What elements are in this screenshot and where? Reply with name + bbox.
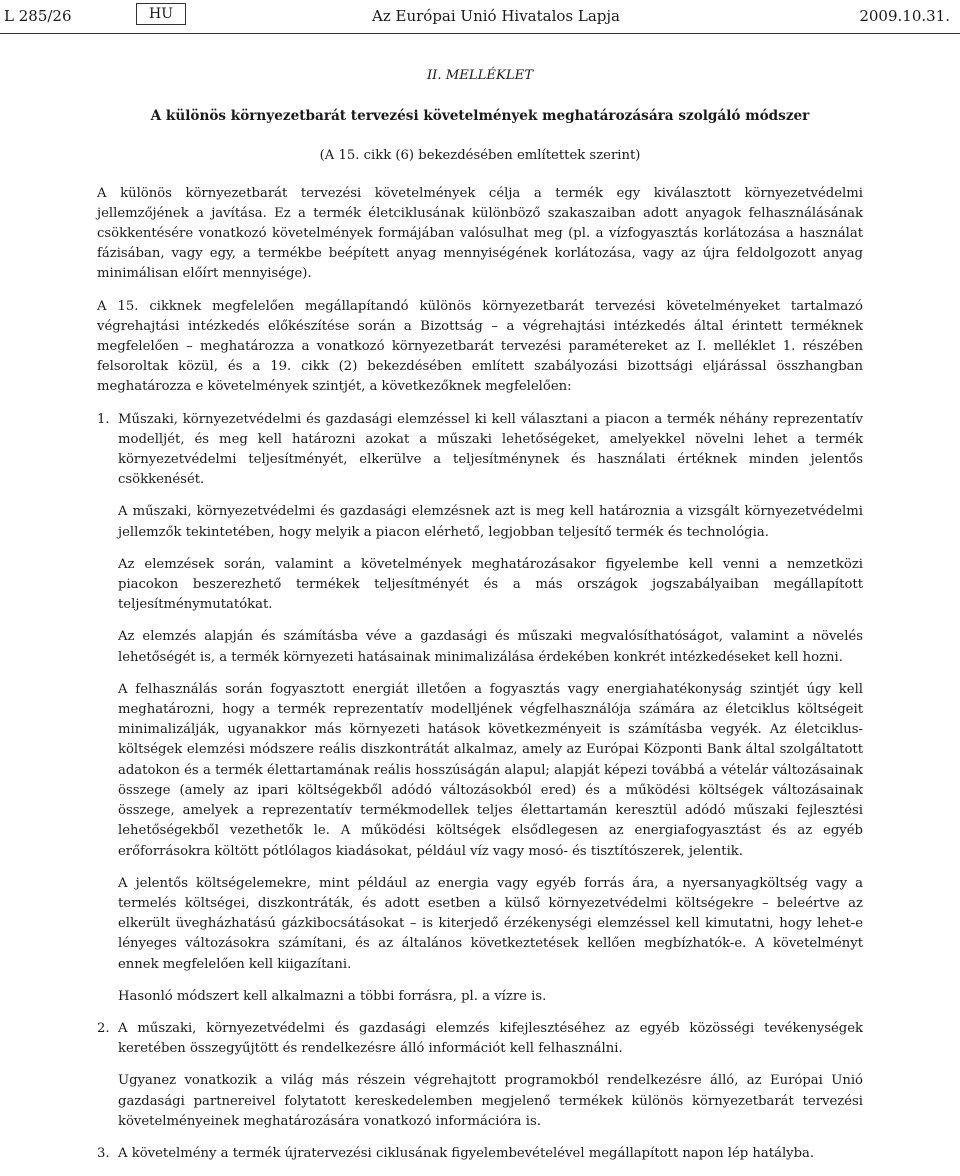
page-header — [0, 0, 960, 34]
item-subparagraph: Hasonló módszert kell alkalmazni a többi forrásra, pl. a vízre is. — [118, 988, 547, 1004]
annex-reference: (A 15. cikk (6) bekezdésében említettek szerint) — [319, 148, 641, 164]
intro-paragraph: A 15. cikknek megfelelően megállapítandó különös környezetbarát tervezési követelményeket tartalmazó végrehajtási intézkedés előkészítése során a Bizottság – a végrehajtási intézkedés által érintett terméknek megfelelően – meghatározza a vonatkozó környezetbarát tervezési paramétereket az I. melléklet 1. részében felsoroltak közül, és a 19. cikk (2) bekezdésében említett szabályozási bizottsági eljárással összhangban meghatározza e követelmények szintjét, a következőknek megfelelően: — [97, 298, 863, 395]
publication-date: 2009.10.31. — [859, 7, 950, 25]
list-item — [97, 1019, 863, 1059]
item-number: 2. — [97, 1020, 110, 1036]
item-subparagraph: A jelentős költségelemekre, mint például az energia vagy egyéb forrás ára, a nyersanyagköltség vagy a termelés költségei, diszkontráták, és adott esetben a külső környezetvédelmi költségekre – beleértve az elkerült üvegházhatású gázkibocsátásokat – is kiterjedő érzékenységi elemzéssel kell kimutatni, hogy lehet-e lényeges változásokra számítani, és az általános következtetések kellően megbízhatók-e. A követelményt ennek megfelelően kell kiigazítani. — [118, 875, 863, 972]
journal-title: Az Európai Unió Hivatalos Lapja — [372, 7, 620, 25]
annex-title: A különös környezetbarát tervezési követelmények meghatározására szolgáló módszer — [150, 108, 810, 125]
item-number: 3. — [97, 1145, 110, 1161]
annex-label: II. MELLÉKLET — [426, 68, 534, 83]
item-subparagraph: Az elemzés alapján és számításba véve a gazdasági és műszaki megvalósíthatóságot, valamint a növelés lehetőségét is, a termék környezeti hatásainak minimalizálása érdekében konkrét intézkedéseket kell hozni. — [118, 629, 863, 665]
header-rule — [0, 33, 960, 34]
document-body — [97, 56, 863, 1176]
item-text: Műszaki, környezetvédelmi és gazdasági elemzéssel ki kell választani a piacon a termék néhány reprezentatív modelljét, és meg kell határozni azokat a műszaki lehetőségeket, amelyekkel növelni lehet a termék környezetvédelmi teljesítményét, elkerülve a teljesítménynek és használati értéknek minden jelentős csökkenését. — [118, 411, 863, 488]
item-subparagraph: A műszaki, környezetvédelmi és gazdasági elemzésnek azt is meg kell határoznia a vizsgált környezetvédelmi jellemzők tekintetében, hogy melyik a piacon elérhető, legjobban teljesítő termék és technológia. — [118, 504, 863, 540]
page-reference: L 285/26 — [4, 7, 72, 25]
item-subparagraph: A felhasználás során fogyasztott energiát illetően a fogyasztás vagy energiahatékonyság szintjét úgy kell meghatározni, hogy a termék reprezentatív modelljének végfelhasználója számára az életciklus költségeit minimalizálják, ugyanakkor más környezeti hatások következményeit is számításba vegyék. Az életciklus-költségek elemzési módszere reális diszkontrátát alkalmaz, amely az Európai Központi Bank által szolgáltatott adatokon és a termék élettartamának reális hosszúságán alapul; alapját képezi továbbá a vételár változásainak összege (amely az ipari költségekből adódó változásokból ered) és a működési költségek változásainak összege, amelyek a reprezentatív termékmodellek teljes élettartamán keresztül adódó műszaki fejlesztési lehetőségekből vezethetők le. A működési költségek elsődlegesen az energiafogyasztást és az egyéb erőforrásokra költött pótlólagos kiadásokat, például víz vagy mosó- és tisztítószerek, jelentik. — [118, 681, 863, 859]
intro-paragraph: A különös környezetbarát tervezési követelmények célja a termék egy kiválasztott környezetvédelmi jellemzőjének a javítása. Ez a termék életciklusának különböző szakaszaiban adott anyagok felhasználásának csökkentésére vonatkozó követelmények formájában valósulhat meg (pl. a vízfogyasztás korlátozása a használat fázisában, vagy egy, a termékbe beépített anyag mennyiségének korlátozása, vagy az újra feldolgozott anyag minimálisan előírt mennyisége). — [97, 185, 863, 282]
item-number: 1. — [97, 411, 110, 427]
list-item — [97, 1144, 863, 1164]
item-subparagraph: Ugyanez vonatkozik a világ más részein végrehajtott programokból rendelkezésre álló, az Európai Unió gazdasági partnereivel folytatott kereskedelemben megjelenő termékek különös környezetbarát tervezési követelményeinek meghatározására vonatkozó információra is. — [118, 1073, 863, 1129]
language-badge: HU — [136, 3, 186, 25]
item-subparagraph: Az elemzések során, valamint a követelmények meghatározásakor figyelembe kell venni a nemzetközi piacokon beszerezhető termékek teljesítményét és a más országok jogszabályaiban megállapított teljesítménymutatókat. — [118, 556, 863, 613]
item-text: A műszaki, környezetvédelmi és gazdasági elemzés kifejlesztéséhez az egyéb közösségi tevékenységek keretében összegyűjtött és rendelkezésre álló információt kell felhasználni. — [118, 1020, 863, 1057]
list-item — [97, 410, 863, 491]
item-text: A követelmény a termék újratervezési ciklusának figyelembevételével megállapított napon lép hatályba. — [118, 1145, 815, 1161]
